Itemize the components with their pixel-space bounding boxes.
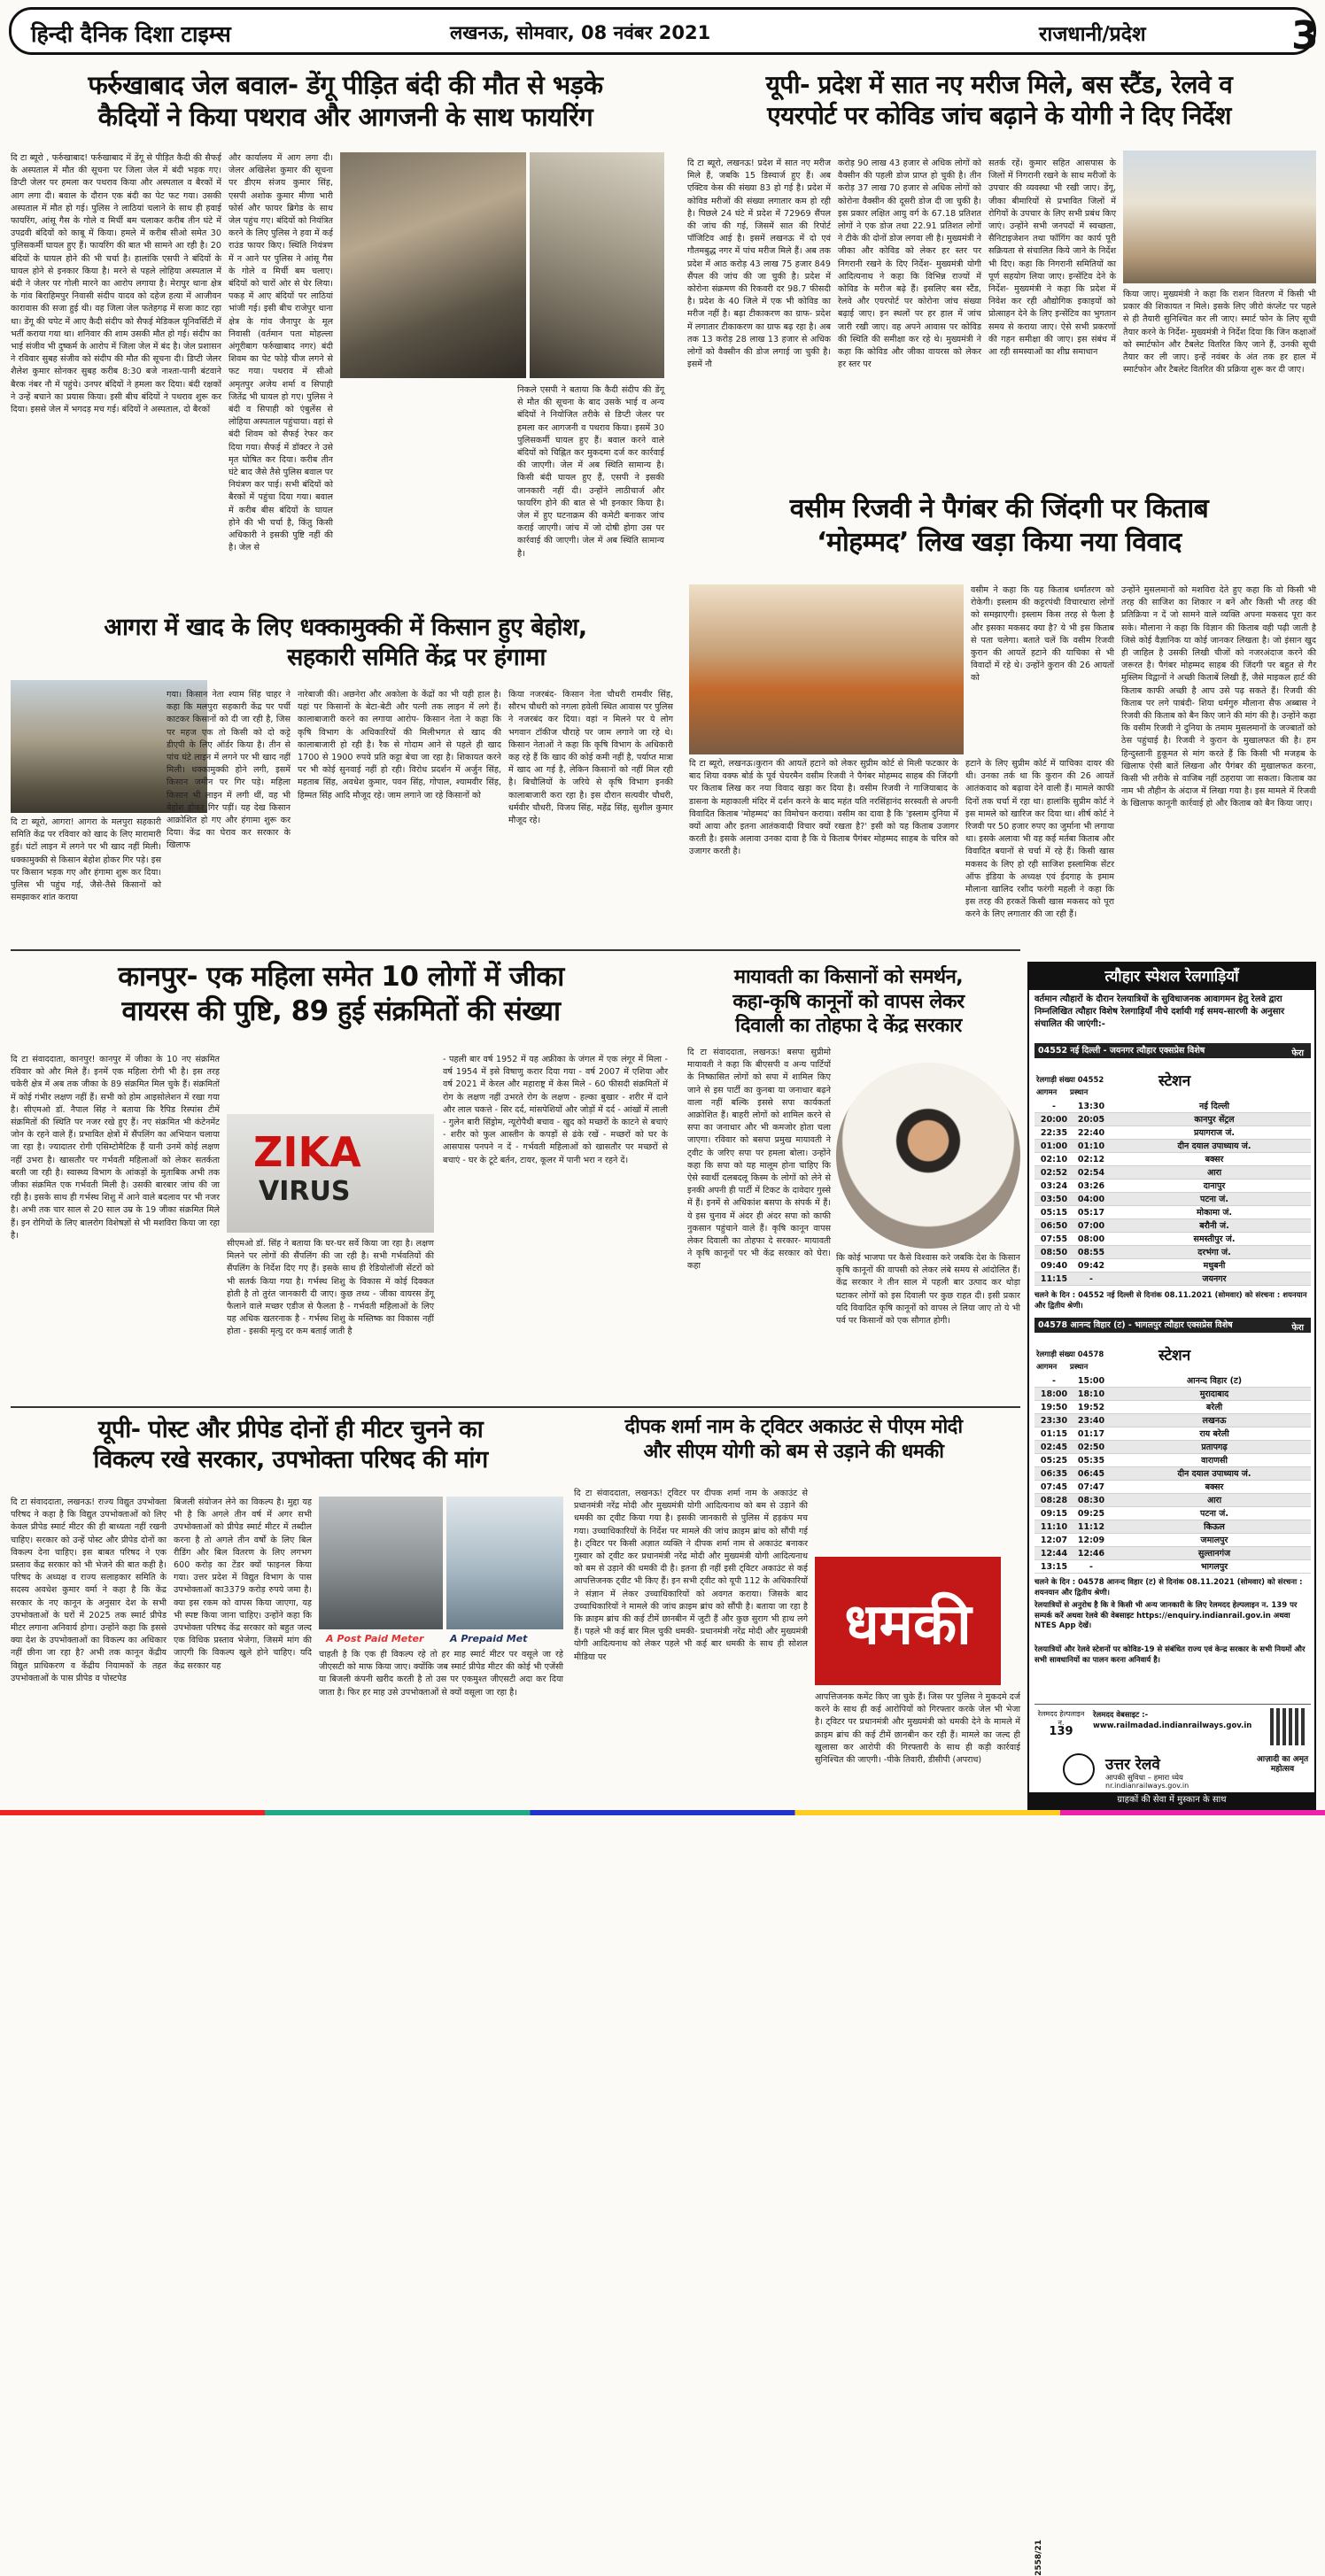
schedule-arr: - — [1052, 1102, 1056, 1111]
contact-box — [1034, 1704, 1311, 1748]
schedule-row — [1034, 1520, 1311, 1534]
schedule-arr: 12:07 — [1040, 1536, 1068, 1545]
route1-col-dep: प्रस्थान — [1070, 1088, 1089, 1097]
mayawati-headline-line-3: दिवाली का तोहफा दे केंद्र सरकार — [735, 1015, 962, 1037]
schedule-station: बक्सर — [1205, 1482, 1224, 1492]
rizvi-headline-line-2: ‘मोहम्मद’ लिख खड़ा किया नया विवाद — [817, 526, 1182, 558]
zika-image-title: ZIKA — [253, 1128, 361, 1176]
zika-headline — [18, 960, 664, 1029]
mayawati-headline-line-2: कहा-कृषि कानूनों को वापस लेकर — [732, 990, 965, 1013]
prepaid-meter-label: A Prepaid Met — [450, 1633, 528, 1644]
schedule-arr: 07:55 — [1040, 1234, 1068, 1244]
postpaid-meter-label: A Post Paid Meter — [326, 1633, 424, 1644]
schedule-arr: 23:30 — [1040, 1416, 1068, 1426]
schedule-row — [1034, 1388, 1311, 1401]
schedule-station: मधुबनी — [1203, 1261, 1226, 1271]
schedule-row — [1034, 1401, 1311, 1414]
schedule-station: वाराणसी — [1201, 1456, 1228, 1466]
meter-headline — [18, 1415, 563, 1475]
jail-col-1: दि टा ब्यूरो , फर्रुखाबाद! फर्रुखाबाद में डेंगू से पीड़ित कैदी की सैफई के अस्पताल में मौत की सूचना पर जिला जेल में बंदी भड़क गए। डिप्टी जेलर पर हमला कर पथराव किया और अस्पताल व बैरकों में आग लगा दी। बवाल के दौरान एक बंदी का पेट फट गया। उसकी अस्पताल में मौत हो गई। पुलिस ने लाठियां चलाने के साथ ही हवाई फायरिंग, आंसू गैस के गोले व मिर्ची बम चलाकर करीब तीन घंटे में उपद्रवी बंदियों को काबू में किया। हमले में करीब सीओ समेत 30 पुलिसकर्मी घायल हुए हैं। फायरिंग की बात भी सामने आ रही है। 20 बंदियों के घायल होने की भी चर्चा है। हालांकि एसपी ने बंदियों के घायल होने से इनकार किया है। मरने से पहले लोहिया अस्पताल में बंदी ने जेलर पर गोली मारने का आरोप लगाया है। मेरापुर थाना क्षेत्र के गांव बिराहिमपुर निवासी संदीप यादव को दहेज हत्या में आजीवन कारावास की सजा हुई थी। वह जिला जेल फतेहगढ़ में सजा काट रहा था। डेंगू की चपेट में आए कैदी संदीप को सैफई मेडिकल यूनिवर्सिटी में भर्ती कराया गया था। शनिवार की शाम उसकी मौत हो गई। संदीप का भाई संजीव भी दुष्कर्म के आरोप में जिला जेल में बंद है। जेल प्रशासन ने रविवार सुबह संजीव को संदीप की मौत की सूचना दी। डिप्टी जेलर शैलेश कुमार सोनकर सुबह करीब 8:30 बजे नाश्ता-पानी बंटवाने बैरक नंबर नौ में पहुंचे। उनपर बंदियों ने हमला कर दिया। बंदी रक्षकों ने उन्हें बचाने का प्रयास किया। इसी बीच बंदियों ने पथराव शुरू कर दिया। इससे जेल में भगदड़ मच गई। बंदियों ने अस्पताल, दो बैरकों — [11, 153, 221, 415]
schedule-station: आरा — [1206, 1168, 1222, 1178]
schedule-station: प्रतापगढ़ — [1201, 1443, 1228, 1452]
page-number: 3 — [1291, 13, 1319, 58]
schedule-row — [1034, 1193, 1311, 1206]
schedule-dep: 09:42 — [1077, 1261, 1105, 1271]
schedule-row — [1034, 1273, 1311, 1286]
schedule-row — [1034, 1547, 1311, 1560]
meter-headline-line-2: विकल्प रखे सरकार, उपभोक्ता परिषद की मांग — [93, 1445, 488, 1474]
covid-col-3: सतर्क रहें। कुमार सहित आसपास के जिलों में निगरानी रखने के साथ मरीजों के उपचार की व्यवस्था भी रखी जाए। डेंगू, जीका बीमारियों से प्रभावित जिलों में रोगियों के उपचार के लिए सभी प्रबंध किए जाएं। उन्होंने सभी जनपदों में स्वच्छता, सैनिटाइजेशन तथा फॉगिंग का कार्य पूरी सक्रियता से संचालित किये जाने के निर्देश भी दिए। कहा कि निगरानी समितियों का पूर्ण सहयोग लिया जाए। इन्सेंटिव देने के निर्देश- मुख्यमंत्री ने कहा कि प्रदेश में निवेश कर रही औद्योगिक इकाइयों को प्रोत्साहन देने के लिए इन्सेंटिव का भुगतान समय से कराया जाए। ऐसे सभी प्रकरणों की गहन समीक्षा की जाए। इस संबंध में आ रही समस्याओं का शीघ्र समाधान — [988, 159, 1116, 358]
schedule-station: किऊल — [1204, 1522, 1225, 1532]
schedule-arr: 02:45 — [1040, 1443, 1068, 1452]
train-footer: ग्राहकों की सेवा में मुस्कान के साथ — [1029, 1792, 1314, 1808]
jail-photo-2 — [530, 152, 664, 378]
route1-col-arr: आगमन — [1036, 1088, 1058, 1097]
zika-col-2: सीएमओ डॉ. सिंह ने बताया कि घर-घर सर्वे किया जा रहा है। लक्षण मिलने पर लोगों की सैंपलिंग की जा रही है। सभी गर्भवतियों की सैंपलिंग के निर्देश दिए गए हैं। इसके साथ ही रेडियोलॉजी सेंटरों को भी सतर्क किया गया है। गर्भस्थ शिशु के विकास में कोई दिक्कत होती है तो तुरंत जानकारी दी जाए। कुछ तथ्य - जीका वायरस डेंगू फैलाने वाले मच्छर एडीज से फैलता है - गर्भवती महिलाओं के लिए यह अधिक खतरनाक है - गर्भस्थ शिशु के मस्तिष्क का विकास नहीं होता - इसकी मृत्यु दर कम बताई जाती है — [227, 1239, 434, 1337]
mayawati-photo — [836, 1063, 1020, 1249]
jail-headline-line-1: फर्रुखाबाद जेल बवाल- डेंगू पीड़ित बंदी की मौत से भड़के — [88, 70, 603, 100]
mayawati-headline-line-1: मायावती का किसानों को समर्थन, — [733, 966, 964, 988]
schedule-arr: 20:00 — [1040, 1115, 1068, 1125]
schedule-dep: 04:00 — [1077, 1195, 1105, 1204]
schedule-dep: 20:05 — [1077, 1115, 1105, 1125]
schedule-dep: 13:30 — [1077, 1102, 1105, 1111]
railway-logo-icon — [1063, 1753, 1095, 1785]
mayawati-headline — [677, 965, 1020, 1039]
schedule-row — [1034, 1246, 1311, 1259]
schedule-dep: 11:12 — [1077, 1522, 1105, 1532]
agra-col-1: दि टा ब्यूरो, आगरा! आगरा के मलपुरा सहकारी समिति केंद्र पर रविवार को खाद के लिए मारामारी हुई। घंटों लाइन में लगने पर भी खाद नहीं मिली। धक्कामुक्की से किसान बेहोश होकर गिर पड़े। इस पर किसान भड़क गए और हंगामा शुरू कर दिया। पुलिस भी पहुंच गई, जैसे-तैसे किसानों को समझाकर शांत कराया — [11, 817, 161, 903]
route2-title: 04578 आनन्द विहार (ट) - भागलपुर त्यौहार एक्सप्रेस विशेष — [1038, 1320, 1233, 1330]
helpline-number: 139 — [1049, 1725, 1073, 1738]
route2-note: चलने के दिन : 04578 आनन्द विहार (ट) से दिनांक 08.11.2021 (सोमवार) को संरचना : शयनयान और द्वितीय श्रेणी। — [1034, 1578, 1303, 1597]
schedule-dep: 12:09 — [1077, 1536, 1105, 1545]
schedule-arr: 06:35 — [1040, 1469, 1068, 1479]
agra-col-4: किया नजरबंद- किसान नेता चौधरी रामवीर सिंह, सौरभ चौधरी को नगला हवेली स्थित आवास पर पुलिस ने नजरबंद कर दिया। वहां न मिलने पर ये लोग भगवान टॉकीज चौराहे पर जाम लगाने जा रहे थे। किसान नेताओं ने कहा कि कृषि विभाग के अधिकारी कह रहे हैं कि खाद की कोई कमी नहीं है, पर्याप्त मात्रा में खाद आ गई है, लेकिन किसानों को नहीं मिल रही है। बिचौलियों के जरिये से कृषि विभाग इनकी कालाबाजारी करा रहा है। इस दौरान सत्यवीर चौधरी, धर्मवीर चौधरी, विजय सिंह, महेंद्र सिंह, सुशील कुमार मौजूद रहे। — [508, 690, 673, 826]
schedule-row — [1034, 1560, 1311, 1574]
schedule-station: दीन दयाल उपाध्याय जं. — [1177, 1469, 1251, 1479]
paper-name: हिन्दी दैनिक दिशा टाइम्स — [31, 21, 231, 47]
jail-headline — [18, 69, 673, 134]
threat-headline — [567, 1415, 1020, 1464]
rizvi-col-1: वसीम ने कहा कि यह किताब धर्मांतरण को रोकेगी। इस्लाम की कट्टरपंथी विचारधारा लोगों को समझाएगी। इस्लाम किस तरह से फैला है और इसका मकसद क्या है? ये भी इस किताब से पता चलेगा। बताते चलें कि वसीम रिजवी कुरान की आयतें हटाने की याचिका से भी विवादों में रहे थे। उन्होंने कुरान की 26 आयतों को — [971, 585, 1114, 684]
website — [1093, 1710, 1252, 1731]
schedule-arr: 12:44 — [1040, 1549, 1068, 1559]
schedule-dep: 07:00 — [1077, 1221, 1105, 1231]
schedule-row — [1034, 1233, 1311, 1246]
rizvi-col-2: हटाने के लिए सुप्रीम कोर्ट में याचिका दायर की थी। उनका तर्क था कि कुरान की 26 आयतें आतंकवाद को बढ़ावा देने वाली हैं। मामले काफी दिनों तक चर्चा में रहा था। हालांकि सुप्रीम कोर्ट ने इस मामले को खारिज कर दिया था। शीर्ष कोर्ट ने रिजवी पर 50 हजार रुपए का जुर्माना भी लगाया था। इसके अलावा भी वह कई मर्तबा किताब और विवादित बयानों से चर्चा में रहे हैं। किसी खास मकसद के लिए हो रही साजिश इस्लामिक सेंटर ऑफ इंडिया के अध्यक्ष एवं ईदगाह के इमाम मौलाना खालिद रशीद फरंगी महली ने कहा कि इस तरह की हरकतें किसी खास मकसद को पूरा करने के लिए लगातार की जा रही हैं। — [965, 759, 1114, 920]
threat-headline-line-1: दीपक शर्मा नाम के ट्विटर अकाउंट से पीएम मोदी — [624, 1416, 963, 1438]
schedule-row — [1034, 1427, 1311, 1441]
train-title: त्यौहार स्पेशल रेलगाड़ियाँ — [1029, 963, 1314, 990]
covid-photo — [1123, 151, 1316, 283]
schedule-row — [1034, 1441, 1311, 1454]
schedule-arr: 08:28 — [1040, 1496, 1068, 1505]
rizvi-headline — [682, 492, 1316, 559]
section-name: राजधानी/प्रदेश — [1039, 23, 1146, 46]
threat-image-word: धमकी — [844, 1591, 972, 1658]
schedule-dep: 02:50 — [1077, 1443, 1105, 1452]
schedule-row — [1034, 1259, 1311, 1273]
route1-schedule — [1034, 1100, 1311, 1286]
schedule-station: जमालपुर — [1200, 1536, 1228, 1545]
schedule-station: मुरादाबाद — [1199, 1389, 1229, 1399]
schedule-dep: - — [1089, 1274, 1093, 1284]
zika-image — [227, 1114, 434, 1233]
route2-schedule — [1034, 1374, 1311, 1574]
agra-col-3: नारेबाजी की। अछनेरा और अकोला के केंद्रों का भी यही हाल है। यहां पर किसानों के बेटा-बेटी और पत्नी तक लाइन में लगे हैं। कालाबाजारी करने का लगाया आरोप- किसान नेता ने कहा कि कृषि विभाग के अधिकारियों की मिलीभगत से खाद की कालाबाजारी हो रही है। रैक से गोदाम आने से पहले ही खाद 1700 से 1900 रुपये प्रति कट्टा बेचा जा रहा है। शिकायत करने पर भी कोई सुनवाई नहीं हो रही। विरोध प्रदर्शन में अर्जुन सिंह, महताब सिंह, अवधेश कुमार, पवन सिंह, गोपाल, श्यामवीर सिंह, हिम्मत सिंह आदि मौजूद रहे। जाम लगाने जा रहे किसानों को — [298, 690, 501, 801]
schedule-dep: 12:46 — [1077, 1549, 1105, 1559]
website-label: रेलमदद वेबसाइट :- — [1093, 1711, 1149, 1720]
agra-headline-line-2: सहकारी समिति केंद्र पर हंगामा — [287, 643, 546, 671]
rizvi-photo — [689, 584, 964, 754]
threat-col-1: दि टा संवाददाता, लखनऊ! ट्विटर पर दीपक शर्मा नाम के अकाउंट से प्रधानमंत्री नरेंद्र मोदी और मुख्यमंत्री योगी आदित्यनाथ को बम से उड़ाने की धमकी का ट्वीट किया गया है। इसकी जानकारी से पुलिस में हड़कंप मच गया। उच्चाधिकारियों के निर्देश पर मामले की जांच क्राइम ब्रांच को सौंपी गई है। ट्विटर पर किसी अज्ञात व्यक्ति ने दीपक शर्मा नाम से अकाउंट बनाकर गुस्वार को ट्वीट कर प्रधानमंत्री नरेंद्र मोदी और मुख्यमंत्री योगी आदित्यनाथ को बम से उड़ाने की धमकी दी है। इतना ही नहीं इसी ट्विटर अकाउंट से कई आपत्तिजनक ट्वीट भी किए हैं। इन सभी ट्वीट को यूपी 112 के अधिकारियों ने संज्ञान में लेकर उच्चाधिकारियों को अवगत कराया। जिसके बाद उच्चाधिकारियों ने मामले की जांच क्राइम ब्रांच को सौंपी है। बताया जा रहा है कि क्राइम ब्रांच की कई टीमें छानबीन में जुटी हैं और कुछ सुराग भी हाथ लगे हैं। पहले भी कई बार मिल चुकी धमकी- प्रधानमंत्री नरेंद्र मोदी और मुख्यमंत्री योगी आदित्यनाथ को लेकर पहले भी कई बार धमकी के साथ ही सोशल मीडिया पर — [574, 1489, 808, 1662]
schedule-row — [1034, 1467, 1311, 1481]
route1-fera: फेरा — [1291, 1048, 1304, 1058]
jail-col-3: निकले एसपी ने बताया कि कैदी संदीप की डेंगू से मौत की सूचना के बाद उसके भाई व अन्य बंदियों ने नियोजित तरीके से डिप्टी जेलर पर हमला कर आगजनी व पथराव किया। इसमें 30 पुलिसकर्मी घायल हुए हैं। बवाल करने वाले बंदियों को चिह्नित कर मुकदमा दर्ज कर कार्रवाई की जाएगी। जेल में अब स्थिति सामान्य है। किसी बंदी घायल हुए हैं, एसपी ने इसकी जानकारी नहीं दी। उन्होंने लाठीचार्ज और फायरिंग होने की बात से भी इनकार किया है। जेल में हुए घटनाक्रम की कमेटी बनाकर जांच कराई जाएगी। जांच में जो दोषी होगा उस पर कार्रवाई की जाएगी। जेल में अब स्थिति सामान्य है। — [517, 385, 664, 559]
meter-col-1: दि टा संवाददाता, लखनऊ! राज्य विद्युत उपभोक्ता परिषद ने कहा है कि विद्युत उपभोक्ताओं को लिए केवल प्रीपेड स्मार्ट मीटर की ही बाध्यता नहीं रखनी चाहिए। सरकार को उन्हें पोस्ट और प्रीपेड दोनों का विकल्प देना चाहिए। इस बाबत परिषद ने एक प्रस्ताव केंद्र सरकार को भी भेजने की बात कही है। परिषद के अध्यक्ष व राज्य सलाहकार समिति के सदस्य अवधेश कुमार वर्मा ने कहा है कि केंद्र सरकार के नए कानून के अनुसार देश के सभी उपभोक्ताओं के घरों में 2025 तक स्मार्ट प्रीपेड मीटर लगाना अनिवार्य होगा। उन्होंने कहा कि इससे क्या देश के उपभोक्ताओं का विकल्प का अधिकार नहीं छीना जा रहा है? अभी तक कानून केंद्रीय विद्युत प्राधिकरण व केंद्रीय नियामकों के तहत उपभोक्ताओं के पास प्रीपेड व पोस्टपेड — [11, 1497, 167, 1683]
covid-headline-line-2: एयरपोर्ट पर कोविड जांच बढ़ाने के योगी ने दिए निर्देश — [767, 101, 1231, 130]
schedule-dep: 05:17 — [1077, 1208, 1105, 1218]
schedule-arr: 05:25 — [1040, 1456, 1068, 1466]
train-covid-note: रेलयात्रियों और रेलवे स्टेशनों पर कोविड-19 से संबंधित राज्य एवं केन्द्र सरकार के सभी नियमों और सभी सावधानियों का पालन करना अनिवार्य है। — [1034, 1645, 1306, 1665]
schedule-station: प्रयागराज जं. — [1193, 1128, 1236, 1138]
qr-code-icon — [1270, 1708, 1307, 1745]
schedule-station: मोकामा जं. — [1196, 1208, 1232, 1218]
schedule-row — [1034, 1374, 1311, 1388]
schedule-arr: 11:15 — [1040, 1274, 1068, 1284]
jail-headline-line-2: कैदियों ने किया पथराव और आगजनी के साथ फायरिंग — [97, 102, 593, 133]
threat-col-2: आपत्तिजनक कमेंट किए जा चुके हैं। जिस पर पुलिस ने मुकदमे दर्ज करने के साथ ही कई आरोपियों को गिरफ्तार करके जेल भी भेजा है। ट्विटर पर प्रधानमंत्री और मुख्यमंत्री को धमकी देने के मामले में क्राइम ब्रांच की कई टीमें छानबीन कर रही हैं। मामले का जल्द ही खुलासा कर आरोपी की गिरफ्तारी के साथ ही कड़ी कार्रवाई सुनिश्चित की जाएगी। -पीके तिवारी, डीसीपी (अपराध) — [815, 1692, 1020, 1766]
railway-url: nr.indianrailways.gov.in — [1105, 1782, 1189, 1790]
schedule-dep: 01:17 — [1077, 1429, 1105, 1439]
schedule-dep: 23:40 — [1077, 1416, 1105, 1426]
rizvi-col-main: दि टा ब्यूरो, लखनऊ।कुरान की आयतें हटाने को लेकर सुप्रीम कोर्ट से मिली फटकार के बाद शिया वक्फ बोर्ड के पूर्व चेयरमैन वसीम रिजवी ने पैगंबर मोहम्मद साहब की जिंदगी पर किताब लिख कर नया विवाद खड़ा कर दिया है। वसीम रिजवी ने गाजियाबाद के डासना के महाकाली मंदिर में दर्शन करने के बाद महंत यति नरसिंहानंद सरस्वती से अपनी विवादित किताब 'मोहम्मद' का विमोचन कराया। वसीम का दावा है कि 'इस्लाम दुनिया में क्यों आया और इतना आतंकवादी विचार क्यों रखता है?' इसी को यह किताब उजागर करती है। इसके अलावा उनका दावा है कि ये किताब पैगंबर मोहम्मद साहब के चरित्र को उजागर करती है। — [689, 759, 958, 857]
schedule-station: कानपुर सेंट्रल — [1194, 1115, 1235, 1125]
zika-headline-line-1: कानपुर- एक महिला समेत 10 लोगों में जीका — [118, 961, 564, 993]
zika-col-1: दि टा संवाददाता, कानपुर! कानपुर में जीका के 10 नए संक्रमित रविवार को और मिले हैं। इनमें एक महिला रोगी भी है। इस तरह चकेरी क्षेत्र में अब तक जीका के 89 संक्रमित मिल चुके हैं। संक्रमितों में कोई गंभीर लक्षण नहीं हैं। सभी को होम आइसोलेशन में रखा गया है। सीएमओ डॉ. नैपाल सिंह ने बताया कि रैपिड रिस्पांस टीमें संक्रमितों की स्थिति पर नजर रखे हुए हैं। नए संक्रमित भी कंटेनमेंट जोन के रहने वाले हैं। प्रभावित क्षेत्रों में सैंपलिंग का अभियान चलाया जा रहा है। ज्यादातर रोगी एसिम्टोमैटिक हैं यानी उनमें कोई लक्षण नहीं उभरा है। खासतौर पर गर्भवती महिलाओं को लेकर सतर्कता बरती जा रही है। स्वास्थ्य विभाग के आंकड़ों के मुताबिक अभी तक जीका संक्रमित एक गर्भवती मिली है। उसकी बारबार जांच की जा रही है। इसके साथ ही गर्भस्थ शिशु में आने वाले बदलाव पर भी नजर है। अभी तक चार साल से 20 साल उम्र के 19 जीका संक्रमित मिले हैं। इन रोगियों के लिए बालरोग विशेषज्ञों से भी मशविरा किया जा रहा है। — [11, 1055, 220, 1241]
schedule-dep: 09:25 — [1077, 1509, 1105, 1519]
schedule-station: पटना जं. — [1200, 1509, 1228, 1519]
route2-fera: फेरा — [1291, 1323, 1304, 1333]
agra-headline-line-1: आगरा में खाद के लिए धक्कामुक्की में किसान हुए बेहोश, — [104, 614, 587, 641]
schedule-dep: - — [1089, 1562, 1093, 1572]
agra-col-2: गया। किसान नेता श्याम सिंह चाहर ने कहा कि मलपुरा सहकारी केंद्र पर पर्ची काटकर किसानों को दी जा रही है, जिस पर महज एक तो किसी को दो कट्टे डीएपी के लिए ऑर्डर किया है। तीन से पांच घंटे लाइन में लगने पर भी खाद नहीं मिली। धक्कामुक्की होने लगी, इसमें किसान जमीन पर गिर पड़े। महिला किसान भी लाइन में लगी थीं, वह भी बेहोश होकर गिर पड़ीं। यह देख किसान आक्रोशित हो गए और हंगामा शुरू कर दिया। केंद्र का घेराव कर सरकार के खिलाफ — [167, 690, 291, 851]
schedule-station: लखनऊ — [1202, 1416, 1227, 1426]
route2-col-arr: आगमन — [1036, 1363, 1058, 1372]
rizvi-col-3: उन्होंने मुसलमानों को मशविरा देते हुए कहा कि वो किसी भी तरह की साजिश का शिकार न बनें और किसी भी तरह की प्रतिक्रिया न दें जो सामने वाले व्यक्ति अपना मकसद पूरा कर सके। मौलाना ने कहा कि विज्ञान की किताब वही पढ़ी जाती है जिसे कोई वैज्ञानिक या कोई जानकर लिखता है। जो इंसान खुद ही जाहिल है उसकी लिखी चीजों को नजरअंदाज करने की जरूरत है। पैगंबर मोहम्मद साहब की जिंदगी पर बहुत से गैर मुस्लिम विद्वानों ने अच्छी किताबें लिखी हैं, जैसे माइकल हार्ट की किताब काफी अच्छी है आप उसे पढ़ सकते हैं। रिजवी की किताब पर लगे पाबंदी- शिया धर्मगुरु मौलाना सैफ अब्बास ने रिजवी की किताब को बैन किए जाने की मांग की है। उन्होंने कहा कि वसीम रिजवी ने दुनिया के तमाम मुसलमानों के जज्बातों को ठेस पहुंचाई है। रिजवी ने कुरान के मुखालफत की है। हम हिन्दुस्तानी हुकूमत से मांग करते हैं कि किसी भी मजहब के खिलाफ ऐसी बातें लिखना और पैगंबर की मुखालफत करना, किसी भी तरीके से वाजिब नहीं ठहराया जा सकता। किताब का नाम भी तौहीन के अंदाज में लिखा गया है। इस मामले में रिजवी के खिलाफ कानूनी कार्रवाई हो और किताब को बैन किया जाए। — [1121, 585, 1316, 809]
schedule-dep: 02:12 — [1077, 1155, 1105, 1164]
route2-col-station: स्टेशन — [1158, 1347, 1191, 1365]
helpline — [1034, 1710, 1088, 1737]
meter-col-3: चाहती है कि एक ही विकल्प रहे तो हर माह स्मार्ट मीटर पर वसूले जा रहे जीएसटी को माफ किया जाए। क्योंकि जब स्मार्ट प्रीपेड मीटर की कोई भी एजेंसी या बिजली कंपनी खरीद करती है तो उस पर एकमुश्त जीएसटी अदा कर दिया जाता है। फिर हर माह उसे उपभोक्ताओं से क्यों वसूला जा रहा है। — [319, 1650, 563, 1698]
meter-headline-line-1: यूपी- पोस्ट और प्रीपेड दोनों ही मीटर चुनने का — [97, 1416, 484, 1443]
postpaid-meter-photo — [319, 1497, 443, 1629]
schedule-row — [1034, 1206, 1311, 1219]
schedule-station: सुल्तानगंज — [1197, 1549, 1231, 1559]
schedule-arr: 02:10 — [1040, 1155, 1068, 1164]
schedule-dep: 15:00 — [1077, 1376, 1105, 1386]
route2-col-train: रेलगाड़ी संख्या 04578 — [1036, 1350, 1104, 1359]
schedule-station: दानापुर — [1203, 1181, 1226, 1191]
prepaid-meter-photo — [446, 1497, 563, 1629]
covid-col-1: दि टा ब्यूरो, लखनऊ! प्रदेश में सात नए मरीज मिले हैं, जबकि 15 डिस्चार्ज हुए हैं। अब एक्टिव केस की संख्या 83 हो गई है। प्रदेश में कोविड मरीजों की संख्या लगातार कम हो रही है। पिछले 24 घंटे में प्रदेश में 72969 सैंपल की जांच की गई, जिसमें सात की रिपोर्ट पॉजिटिव आई है। इसमें लखनऊ में दो एवं गौतमबुद्ध नगर में पांच मरीज मिले हैं। अब तक प्रदेश में आठ करोड़ 43 लाख 75 हजार 849 सैंपल की जांच की जा चुकी है। प्रदेश में कोरोना संक्रमण की रिकवरी दर 98.7 फीसदी है। प्रदेश के 40 जिले में एक भी कोविड का मरीज नहीं है। बढ़ा टीकाकरण का ग्राफ- प्रदेश में लगातार टीकाकरण का ग्राफ बढ़ रहा है। अब तक 13 करोड़ 28 लाख 13 हजार से अधिक लोगों को वैक्सीन की डोज लगाई जा चुकी है। इसमें नौ — [687, 159, 831, 370]
schedule-row — [1034, 1454, 1311, 1467]
schedule-arr: 05:15 — [1040, 1208, 1068, 1218]
schedule-arr: 09:15 — [1040, 1509, 1068, 1519]
schedule-arr: - — [1052, 1376, 1056, 1386]
rizvi-headline-line-1: वसीम रिजवी ने पैगंबर की जिंदगी पर किताब — [789, 493, 1209, 524]
schedule-row — [1034, 1140, 1311, 1153]
schedule-arr: 11:10 — [1040, 1522, 1068, 1532]
route2-subcolumns — [1034, 1360, 1311, 1373]
schedule-station: समस्तीपुर जं. — [1193, 1234, 1236, 1244]
agra-headline — [18, 613, 673, 673]
route1-title: 04552 नई दिल्ली - जयनगर त्यौहार एक्सप्रेस विशेष — [1038, 1046, 1205, 1056]
divider-1 — [11, 949, 1020, 951]
schedule-row — [1034, 1507, 1311, 1520]
schedule-station: दीन दयाल उपाध्याय जं. — [1177, 1141, 1251, 1151]
schedule-station: पटना जं. — [1200, 1195, 1228, 1204]
schedule-row — [1034, 1481, 1311, 1494]
schedule-row — [1034, 1494, 1311, 1507]
schedule-dep: 08:30 — [1077, 1496, 1105, 1505]
route1-col-train: रेलगाड़ी संख्या 04552 — [1036, 1076, 1104, 1085]
schedule-dep: 02:54 — [1077, 1168, 1105, 1178]
threat-image — [815, 1557, 1001, 1685]
covid-headline-line-1: यूपी- प्रदेश में सात नए मरीज मिले, बस स्टैंड, रेलवे व — [765, 70, 1233, 99]
railway-name: उत्तर रेलवे — [1105, 1756, 1160, 1774]
schedule-row — [1034, 1113, 1311, 1126]
schedule-arr: 19:50 — [1040, 1403, 1068, 1412]
route1-header — [1034, 1043, 1311, 1058]
schedule-arr: 01:15 — [1040, 1429, 1068, 1439]
schedule-arr: 06:50 — [1040, 1221, 1068, 1231]
schedule-row — [1034, 1180, 1311, 1193]
schedule-dep: 19:52 — [1077, 1403, 1105, 1412]
schedule-station: जयनगर — [1202, 1274, 1227, 1284]
divider-2 — [11, 1406, 1020, 1408]
schedule-arr: 22:35 — [1040, 1128, 1068, 1138]
ad-code: 2558/21 — [1034, 2540, 1043, 2576]
schedule-row — [1034, 1100, 1311, 1113]
schedule-row — [1034, 1153, 1311, 1166]
schedule-arr: 02:52 — [1040, 1168, 1068, 1178]
jail-photo-1 — [340, 152, 526, 378]
schedule-station: दरभंगा जं. — [1197, 1248, 1231, 1257]
covid-headline — [682, 69, 1316, 131]
train-intro: वर्तमान त्यौहारों के दौरान रेलयात्रियों के सुविधाजनक आवागमन हेतु रेलवे द्वारा निम्नलिखित त्यौहार विशेष रेलगाड़ियाँ नीचे दर्शायी गई समय-सारणी के अनुसार संचालित की जाएंगी:- — [1034, 994, 1285, 1029]
schedule-station: भागलपुर — [1200, 1562, 1228, 1572]
schedule-row — [1034, 1534, 1311, 1547]
schedule-dep: 01:10 — [1077, 1141, 1105, 1151]
jail-col-2: और कार्यालय में आग लगा दी। जेलर अखिलेश कुमार की सूचना पर डीएम संजय कुमार सिंह, एसपी अशोक कुमार मीणा भारी फोर्स और फायर ब्रिगेड के साथ जेल पहुंच गए। बंदियों को नियंत्रित करने के लिए पुलिस ने हवा में कई राउंड फायर किए। स्थिति नियंत्रण में न आने पर पुलिस ने आंसू गैस के गोले व मिर्ची बम चलाए। बंदियों को चारों ओर से घेर लिया। पकड़ में आए बंदियों पर लाठियां भांजी गई। इसी बीच राजेपुर थाना क्षेत्र के गांव जैनापुर के मूल निवासी (वर्तमान पता मोहल्ला अंगूरीबाग फर्रुखाबाद नगर) बंदी शिवम का पेट फोड़े चीज लगने से फट गया। पथराव में सीओ अमृतपुर अजेय शर्मा व सिपाही जितेंद्र भी घायल हो गए। पुलिस ने बंदी व सिपाही को एंबुलेंस से लोहिया अस्पताल पहुंचाया। वहां से बंदी शिवम को सैफई रेफर कर दिया गया। सैफई में डॉक्टर ने उसे मृत घोषित कर दिया। करीब तीन घंटे बाद जैसे तैसे पुलिस बवाल पर नियंत्रण कर पाई। सभी बंदियों को बैरकों में पहुंचा दिया गया। बवाल में करीब बीस बंदियों के घायल होने की भी चर्चा है, किंतु किसी अधिकारी ने इसकी पुष्टि नहीं की है। जेल से — [229, 153, 333, 553]
schedule-dep: 08:55 — [1077, 1248, 1105, 1257]
mayawati-col-1: दि टा संवाददाता, लखनऊ! बसपा सुप्रीमो मायावती ने कहा कि बीएसपी व अन्य पार्टियों के निष्कासित लोगों को सपा में शामिल किए जाने से इस पार्टी का कुनबा या जनाधार बढ़ने वाला नहीं बल्कि इससे सपा कार्यकर्ता आक्रोशित हैं। बाहरी लोगों को शामिल करने से सपा का जनाधार और भी कमजोर होता चला जाएगा। रविवार को बसपा प्रमुख मायावती ने ट्वीट के जरिए सपा पर हमला बोला। उन्होंने कहा कि सपा को यह मालूम होना चाहिए कि ऐसे स्वार्थी दलबदलू किस्म के लोगों को लेने से इनकी अपनी ही पार्टी में टिकट के दावेदार गुस्से में हैं। इनमें से अधिकांश बसपा के संपर्क में हैं। ये इस चुनाव में अंदर ही अंदर सपा को काफी नुकसान पहुंचाने वाले हैं। कृषि कानून वापस लेकर दिवाली का तोहफा दे सरकार- मायावती ने कृषि कानूनों पर भी केंद्र सरकार को घेरा। कहा — [687, 1048, 831, 1272]
train-advertisement — [1027, 962, 1316, 2576]
masthead — [9, 7, 1319, 58]
schedule-arr: 08:50 — [1040, 1248, 1068, 1257]
schedule-row — [1034, 1414, 1311, 1427]
route1-note: चलने के दिन : 04552 नई दिल्ली से दिनांक 08.11.2021 (सोमवार) को संरचना : शयनयान और द्वितीय श्रेणी। — [1034, 1291, 1307, 1311]
schedule-station: आनन्द विहार (ट) — [1186, 1376, 1243, 1386]
schedule-arr: 18:00 — [1040, 1389, 1068, 1399]
schedule-dep: 03:26 — [1077, 1181, 1105, 1191]
schedule-station: बरौनी जं. — [1199, 1221, 1229, 1231]
mayawati-col-2: कि कोई भाजपा पर कैसे विश्वास करे जबकि देश के किसान कृषि कानूनों की वापसी को लेकर लंबे समय से आंदोलित हैं। केंद्र सरकार ने तीन साल में पहली बार उत्पाद कर थोड़ा घटाकर लोगों को इस दिवाली पर कुछ राहत दी। इसी प्रकार यदि विवादित कृषि कानूनों को वापस ले लिया जाए तो ये भी पर्व पर किसानों को एक सौगात होगी। — [836, 1253, 1020, 1327]
helpline-label: रेलमदद हेल्पलाइन न. — [1037, 1710, 1085, 1727]
schedule-dep: 18:10 — [1077, 1389, 1105, 1399]
schedule-station: नई दिल्ली — [1199, 1102, 1229, 1111]
route1-subcolumns — [1034, 1086, 1311, 1098]
covid-col-4: किया जाए। मुख्यमंत्री ने कहा कि राशन वितरण में किसी भी प्रकार की शिकायत न मिले। इसके लिए जीरो कंप्लेंट पर पहले से ही तैयारी सुनिश्चित कर ली जाए। स्मार्ट फोन के लिए सूची तैयार करने के निर्देश- मुख्यमंत्री ने निर्देश दिया कि जिन कक्षाओं को स्मार्टफोन और टैबलेट वितरित किए जाने हैं, उनकी सूची तैयार कर ली जाए। इन्हें नवंबर के अंत तक हर हाल में स्मार्टफोन और टैबलेट वितरित की प्रक्रिया शुरू कर दी जाए। — [1123, 290, 1316, 375]
schedule-station: राय बरेली — [1199, 1429, 1229, 1439]
schedule-row — [1034, 1166, 1311, 1180]
schedule-dep: 07:47 — [1077, 1482, 1105, 1492]
train-advisory: रेलयात्रियों से अनुरोध है कि वे किसी भी अन्य जानकारी के लिए रेलमदद हेल्पलाइन न. 139 पर सम्पर्क करें अथवा रेलवे की वेबसाइट https://enquiry.indianrail.gov.in अथवा NTES App देखें। — [1034, 1601, 1298, 1630]
schedule-row — [1034, 1219, 1311, 1233]
zika-headline-line-2: वायरस की पुष्टि, 89 हुई संक्रमितों की संख्या — [121, 994, 561, 1027]
schedule-arr: 03:24 — [1040, 1181, 1068, 1191]
schedule-dep: 08:00 — [1077, 1234, 1105, 1244]
footer-color-strip — [0, 1810, 1325, 1815]
threat-headline-line-2: और सीएम योगी को बम से उड़ाने की धमकी — [643, 1440, 944, 1463]
azadi-logo: आज़ादी का अमृत महोत्सव — [1256, 1755, 1309, 1774]
schedule-dep: 05:35 — [1077, 1456, 1105, 1466]
schedule-arr: 13:15 — [1040, 1562, 1068, 1572]
schedule-arr: 07:45 — [1040, 1482, 1068, 1492]
schedule-dep: 22:40 — [1077, 1128, 1105, 1138]
schedule-arr: 09:40 — [1040, 1261, 1068, 1271]
schedule-arr: 03:50 — [1040, 1195, 1068, 1204]
schedule-row — [1034, 1126, 1311, 1140]
schedule-station: बरेली — [1205, 1403, 1223, 1412]
route1-col-station: स्टेशन — [1158, 1072, 1191, 1090]
dateline: लखनऊ, सोमवार, 08 नवंबर 2021 — [450, 22, 711, 43]
zika-image-subtitle: VIRUS — [259, 1176, 351, 1207]
zika-col-3: - पहली बार वर्ष 1952 में यह अफ्रीका के जंगल में एक लंगूर में मिला - वर्ष 1954 में इसे विषाणु करार दिया गया - वर्ष 2007 में एशिया और वर्ष 2021 में केरल और महाराष्ट्र में केस मिले - 60 फीसदी संक्रमितों में रोग के लक्षण नहीं उभरते रोग के लक्षण - हल्का बुखार - शरीर में दाने और लाल चकत्ते - सिर दर्द, मांसपेशियों और जोड़ों में दर्द - आंखों में लाली - गुलेन बारी सिंड्रोम, न्यूरोपैथी बचाव - खुद को मच्छरों के काटने से बचाएं - शरीर को फुल आस्तीन के कपड़ों से ढंके रखें - मच्छरों को घर के आसपास पनपने न दें - गर्भवती महिलाओं को खासतौर पर मच्छरों से बचाएं - घर के टूटे बर्तन, टायर, कूलर में पानी भरा न रहने दें। — [443, 1055, 668, 1165]
schedule-station: बक्सर — [1205, 1155, 1224, 1164]
schedule-arr: 01:00 — [1040, 1141, 1068, 1151]
meter-col-2: बिजली संयोजन लेने का विकल्प है। मुद्दा यह भी है कि अगले तीन वर्ष में अगर सभी उपभोक्ताओं को प्रीपेड स्मार्ट मीटर में तब्दील करना है तो अगले तीन वर्षों के लिए बिल रीडिंग और बिल वितरण के लिए लगभग 600 करोड़ का टेंडर क्यों फाइनल किया गया। उत्तर प्रदेश में विद्युत विभाग के पास उपभोक्ताओं का3379 करोड़ रुपये जमा है। क्या इस रकम को वापस किया जाएगा, यह भी स्पष्ट किया जाना चाहिए। उन्होंने कहा कि उपभोक्ता परिषद केंद्र सरकार को बहुत जल्द एक विधिक प्रस्ताव भेजेगा, जिसमें मांग की जाएगी कि विकल्प खुले होने चाहिए। यदि केंद्र सरकार यह — [174, 1497, 312, 1671]
covid-col-2: करोड़ 90 लाख 43 हजार से अधिक लोगों को वैक्सीन की पहली डोज प्राप्त हो चुकी है। तीन करोड़ 37 लाख 70 हजार से अधिक लोगों को कोरोना वैक्सीन की दूसरी डोज दी जा चुकी है। इस प्रकार लक्षित आयु वर्ग के 67.18 प्रतिशत लोगों ने एक डोज तथा 22.91 प्रतिशत लोगों ने टीके की दोनों डोज लगवा ली है। मुख्यमंत्री ने जीका और कोविड को लेकर हर स्तर पर निगरानी रखने के दिए निर्देश- मुख्यमंत्री योगी आदित्यनाथ ने कहा कि विभिन्न राज्यों में कोविड के मरीज बढ़े हैं। इसलिए बस स्टैंड, रेलवे और एयरपोर्ट पर कोरोना जांच संख्या बढ़ाई जाए। इन स्थलों पर हर हाल में जांच जारी रखी जाए। वह अपने आवास पर कोविड की स्थिति की समीक्षा कर रहे थे। मुख्यमंत्री ने कहा कि कोविड और जीका वायरस को लेकर हर स्तर पर — [838, 159, 981, 370]
schedule-station: आरा — [1206, 1496, 1222, 1505]
route2-col-dep: प्रस्थान — [1070, 1363, 1089, 1372]
route2-header — [1034, 1318, 1311, 1333]
railway-tagline: आपकी सुविधा – हमारा ध्येय — [1105, 1774, 1183, 1783]
website-url: www.railmadad.indianrailways.gov.in — [1093, 1721, 1252, 1730]
schedule-dep: 06:45 — [1077, 1469, 1105, 1479]
